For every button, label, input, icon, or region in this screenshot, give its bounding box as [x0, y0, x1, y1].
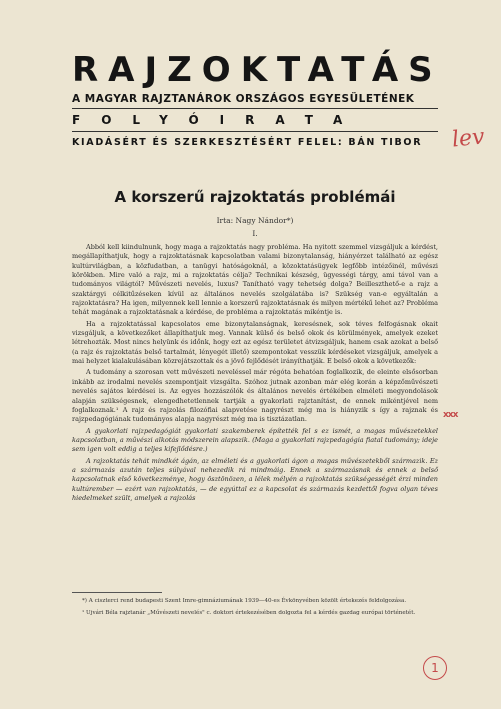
section-number: I.: [252, 229, 258, 238]
margin-annotation: xxx: [443, 410, 458, 420]
handwritten-annotation: lev: [450, 124, 486, 153]
footnote: ¹ Ujvári Béla rajztanár „Művészeti nevelés" c. doktori értekezésében dolgozta fel a kérdés gazdag európai történetét.: [82, 610, 416, 617]
article-byline: Irta: Nagy Nándor*): [216, 216, 294, 225]
journal-subtitle: A MAGYAR RAJZTANÁROK ORSZÁGOS EGYESÜLETÉNEK: [72, 93, 415, 105]
paragraph: Ha a rajzoktatással kapcsolatos eme bizonytalanságnak, keresésnek, sok téves felfogásnak okait vizsgáljuk, a következőket állapíthatjuk meg. Vannak külső és belső okok és körülmények, amelyek ezeket létrehozták. Most nincs helyünk és időnk, hogy ezt az egész területet átvizsgáljuk, hanem csak azokat a belső (a rajz és rajzoktatás belső tartalmát, lényegét illető) szempontokat vesszük kérdéseket vizsgáljuk, amelyek a mai helyzet kialakulásában közrejátszottak és a jövő fejlődését irányíthatják. E belső okok a következők:: [72, 319, 438, 366]
article-body: [72, 243, 438, 505]
paragraph: A tudomány a szorosan vett művészeti neveléssel már régóta behatóan foglalkozik, de eleinte elsősorban inkább az irodalmi nevelés szempontjait vizsgálta. Szóhoz jutnak azonban már elég korán a képzőművészeti nevelés sajátos kérdései is. Az egyes hozzászólók és általános nevelés értékében elméleti megyondolások alapján szükségesnek, elengedhetetlennek tartják a gyakorlati rajztanítást, de ennek mikéntjével nem foglalkoznak.¹ A rajz és rajzolás filozófiai alapvetése nagyrészt még ma is hiányzik s így a rajznak és rajzpedagógiának tudományos alapja nagyrészt még ma is tisztázatlan.: [72, 368, 438, 424]
journal-folyoirat: FOLYÓIRATA: [72, 113, 364, 127]
footnote-divider: [72, 592, 162, 593]
paragraph: A rajzoktatás tehát mindkét ágán, az elméleti és a gyakorlati ágon a magas művészetekből származik. Ez a származás azután teljes súlyával nehezedik rá mindmáig. Ennek a származásnak és ennek a belső kapcsolatnak első következménye, hogy ösztönözen, a lélek mélyén a rajzoktatás szükségességét érzi minden kultúrember — ezért van rajzoktatás, — de egyúttal ez a kapcsolat és származás kezdettől fogva olyan téves hiedelmeket szült, amelyek a rajzolás: [72, 456, 438, 502]
footnote: *) A ciszterci rend budapesti Szent Imre-gimnáziumának 1939—40-es Évkönyvében közölt értekezés feldolgozása.: [82, 598, 407, 604]
masthead-rule-bottom: [72, 131, 438, 132]
journal-editor-line: KIADÁSÉRT ÉS SZERKESZTÉSÉRT FELEL: BÁN TIBOR: [72, 137, 423, 148]
paragraph: A gyakorlati rajzpedagógiát gyakorlati szakemberek építették fel s ez ismét, a magas művészetekkel kapcsolatban, a művészi alkotás módszerein alapszik. (Maga a gyakorlati rajzpedagógia fiatal tudomány; ideje sem igen volt eddig a teljes kifejlődésre.): [72, 426, 438, 454]
paragraph: Abból kell kiindulnunk, hogy maga a rajzoktatás nagy probléma. Ha nyitott szemmel vizsgáljuk a kérdést, megállapíthatjuk, hogy a rajzoktatásnak kapcsolatban valami bizonytalanság, hiányérzet található az egész kultúrvilágban, a közfudatban, a tanügyi hatóságoknál, a közoktatásügyek legfőbb intézőinél, művészi körökben. Mire való a rajz, mi a rajzoktatás célja? Technikai készség, ügyességi tárgy, ami távol van a tudományos világtól? Művészeti nevelés, luxus? Tanítható vagy tehetség dolga? Beilleszthető-e a rajz a szaktárgyi célkitűzéseken kívül az általános nevelés szolgálatába is? Szükség van-e egyáltalán a rajzoktatásra? Ha igen, milyennek kell lennie a korszerű rajzoktatásnak és milyen mértékű lehet az? Probléma tehát magának a rajzoktatásnak a kérdése, de probléma a rajzoktatás mikéntje is.: [72, 243, 438, 317]
circled-page-number: 1: [423, 656, 447, 680]
masthead-rule-top: [72, 108, 438, 109]
journal-title: RAJZOKTATÁS: [72, 50, 443, 90]
article-title: A korszerű rajzoktatás problémái: [114, 188, 396, 206]
footnotes: [72, 597, 438, 621]
